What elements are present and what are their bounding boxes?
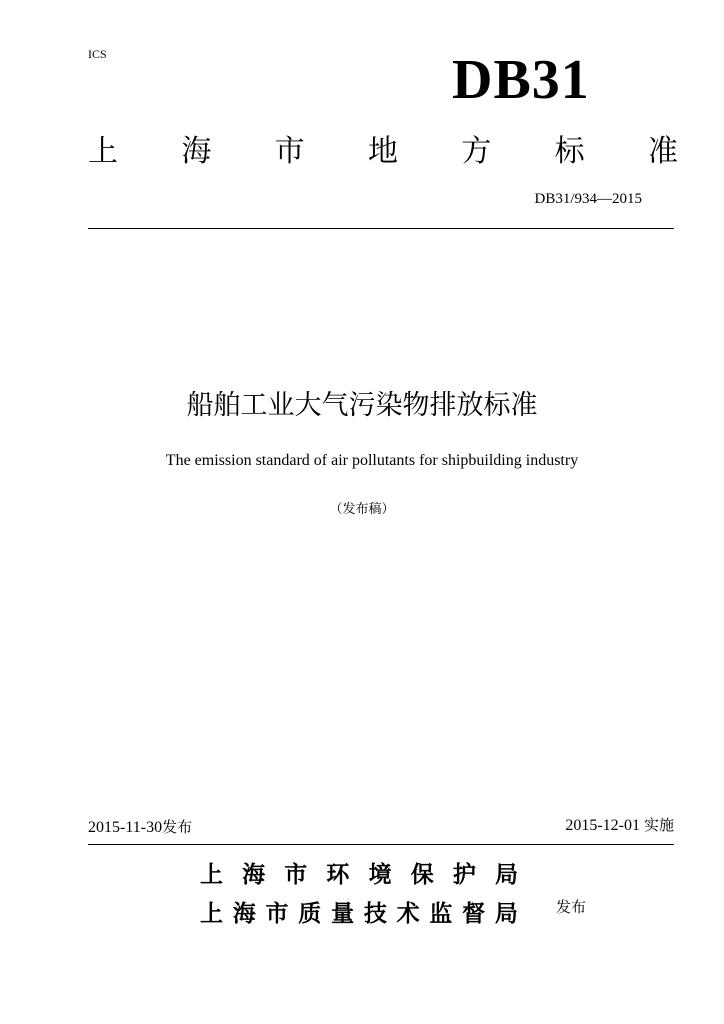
standard-type-char: 市	[274, 134, 305, 169]
issuer-char: 局	[494, 901, 518, 927]
standard-type-char: 准	[647, 134, 678, 169]
db-code: DB31	[452, 49, 590, 111]
draft-status: （发布稿）	[329, 502, 395, 517]
issuer-char: 上	[200, 901, 223, 927]
issuers-issue-label: 发布	[556, 898, 587, 916]
header-divider	[88, 228, 674, 229]
issuer-char: 上	[200, 862, 223, 888]
ics-label: ICS	[88, 47, 107, 61]
title-chinese: 船舶工业大气污染物排放标准	[186, 390, 538, 421]
issuer-char: 海	[232, 901, 256, 927]
issuer-char: 市	[284, 862, 308, 888]
issuer-char: 市	[265, 901, 289, 927]
issuer-char: 监	[429, 901, 453, 927]
issue-date-label: 发布	[162, 818, 193, 836]
implementation-date-label: 实施	[643, 816, 674, 834]
standard-type-char: 方	[461, 134, 492, 169]
issue-date-line	[88, 816, 192, 839]
standard-type-char: 上	[88, 134, 118, 169]
title-english: The emission standard of air pollutants for shipbuilding industry	[165, 452, 579, 469]
issuer-char: 境	[368, 862, 392, 888]
issuer-char: 技	[363, 901, 387, 927]
issuer-char: 局	[494, 862, 518, 888]
issuer-char: 海	[242, 862, 266, 888]
issue-date: 2015-11-30	[88, 819, 163, 836]
issuer-environmental-bureau	[200, 858, 518, 892]
issuer-char: 质	[298, 901, 322, 927]
issuer-char: 术	[396, 901, 420, 927]
standard-type	[88, 132, 678, 172]
issuer-char: 量	[331, 901, 355, 927]
standard-type-char: 地	[367, 134, 398, 169]
issuer-char: 环	[326, 862, 350, 888]
footer-divider	[88, 844, 674, 845]
issuer-char: 保	[410, 862, 434, 888]
standard-type-char: 海	[181, 134, 212, 169]
issuer-char: 督	[462, 901, 486, 927]
standard-number: DB31/934—2015	[534, 191, 642, 207]
issuer-char: 护	[452, 862, 476, 888]
issuer-quality-bureau	[200, 897, 518, 931]
implementation-date-line	[565, 814, 674, 837]
standard-type-char: 标	[554, 134, 585, 169]
implementation-date: 2015-12-01	[565, 817, 640, 834]
